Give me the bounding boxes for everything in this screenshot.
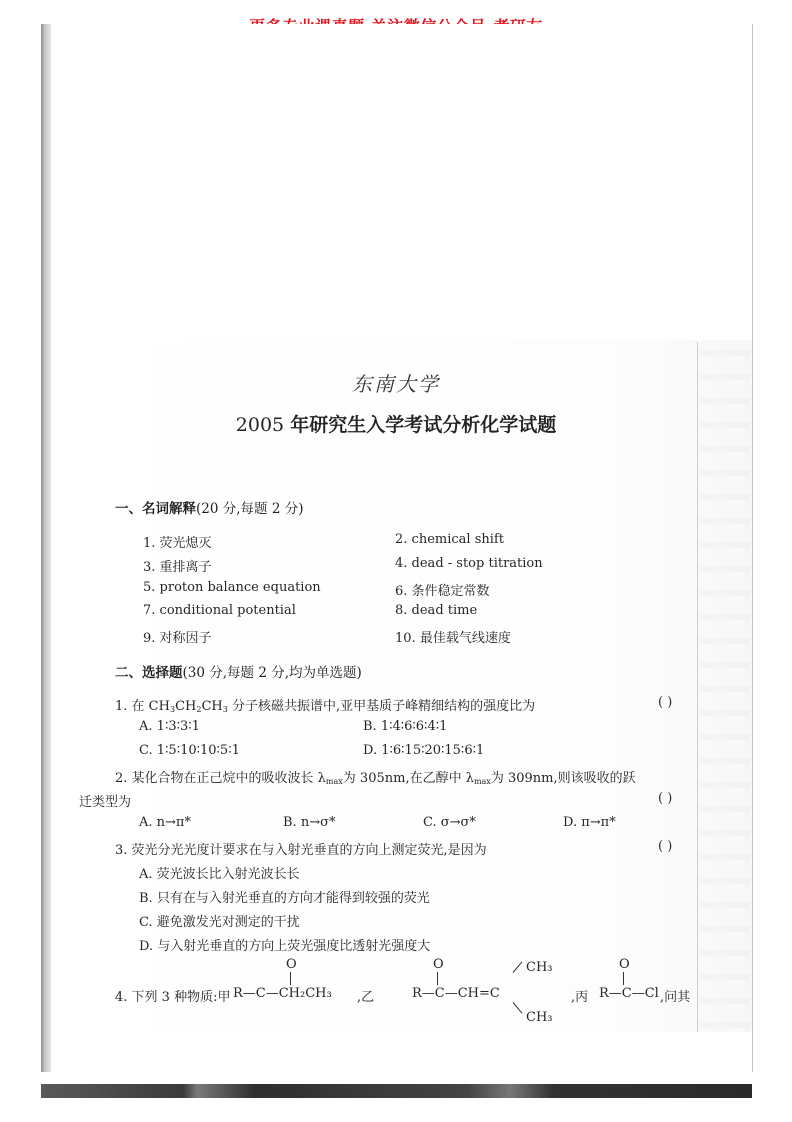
section-2-note: (30 分,每题 2 分,均为单选题) — [182, 665, 362, 681]
answer-blank: ( ) — [658, 695, 673, 710]
option-c: C. 避免激发光对测定的干扰 — [139, 915, 300, 930]
term-item: 3. 重排离子 — [143, 560, 212, 575]
term-item: 7. conditional potential — [143, 603, 296, 618]
double-bond-line — [290, 972, 291, 985]
separator-yi: ,乙 — [357, 990, 375, 1005]
question-3-stem: 3. 荧光分光光度计要求在与入射光垂直的方向上测定荧光,是因为 — [115, 843, 487, 858]
option-c: C. σ→σ* — [423, 815, 476, 830]
section-2-title: 二、选择题 — [115, 665, 183, 681]
title-year: 2005 — [235, 414, 285, 436]
option-a: A. n→π* — [139, 815, 191, 830]
term-item: 6. 条件稳定常数 — [395, 584, 490, 599]
sheet-edge — [752, 24, 753, 1072]
option-d: D. 1∶6∶15∶20∶15∶6∶1 — [363, 743, 485, 758]
formula-jia: R—C—CH₂CH₃ — [233, 986, 332, 1001]
term-item: 2. chemical shift — [395, 532, 504, 547]
option-a: A. 荧光波长比入射光波长长 — [139, 867, 300, 882]
separator-bing: ,丙 — [571, 990, 589, 1005]
option-c: C. 1∶5∶10∶10∶5∶1 — [139, 743, 240, 758]
term-item: 5. proton balance equation — [143, 580, 321, 595]
option-d: D. π→π* — [563, 815, 616, 830]
term-item: 9. 对称因子 — [143, 631, 212, 646]
question-4-stem: 4. 下列 3 种物质:甲 — [115, 990, 231, 1005]
binding-shadow — [41, 24, 51, 1072]
question-4-stem-cont: ,问其 — [660, 990, 691, 1005]
option-b: B. 1∶4∶6∶6∶4∶1 — [363, 719, 448, 734]
bleed-through — [700, 350, 750, 1030]
option-a: A. 1∶3∶3∶1 — [139, 719, 200, 734]
option-d: D. 与入射光垂直的方向上荧光强度比透射光强度大 — [139, 939, 431, 954]
option-b: B. 只有在与入射光垂直的方向才能得到较强的荧光 — [139, 891, 430, 906]
page-fold-line — [697, 342, 698, 1032]
handwritten-school-name: 东南大学 — [352, 372, 440, 396]
question-2-stem: 2. 某化合物在正己烷中的吸收波长 $\lambda_{max}$为 305nm,在乙醇中 $\lambda_{max}$为 309nm,则该吸收的跃 — [115, 771, 636, 786]
answer-blank: ( ) — [658, 839, 673, 854]
formula-yi: R—C—CH=C — [412, 986, 500, 1001]
answer-blank: ( ) — [658, 791, 673, 806]
carbonyl-oxygen: O — [433, 957, 444, 972]
methyl-bottom: CH₃ — [526, 1010, 553, 1025]
carbonyl-oxygen: O — [286, 957, 297, 972]
title-text: 年研究生入学考试分析化学试题 — [290, 414, 557, 436]
term-item: 10. 最佳载气线速度 — [395, 631, 511, 646]
term-item: 1. 荧光熄灭 — [143, 536, 212, 551]
section-1-heading — [115, 497, 303, 517]
double-bond-line — [437, 972, 438, 985]
question-2-stem-cont: 迁类型为 — [79, 795, 132, 810]
term-item: 8. dead time — [395, 603, 478, 618]
question-1-stem: 1. 在 $CH_3CH_2CH_3$ 分子核磁共振谱中,亚甲基质子峰精细结构的强度比为 — [115, 699, 536, 714]
option-b: B. n→σ* — [283, 815, 336, 830]
methyl-top: CH₃ — [526, 960, 553, 975]
carbonyl-oxygen: O — [619, 957, 630, 972]
section-2-heading — [115, 661, 362, 681]
term-item: 4. dead - stop titration — [395, 556, 543, 571]
page-title — [0, 410, 792, 437]
section-1-note: (20 分,每题 2 分) — [196, 501, 304, 517]
formula-bing: R—C—Cl — [599, 986, 659, 1001]
section-1-title: 一、名词解释 — [115, 501, 196, 517]
double-bond-line — [623, 972, 624, 985]
scanner-bottom-band — [41, 1084, 752, 1098]
